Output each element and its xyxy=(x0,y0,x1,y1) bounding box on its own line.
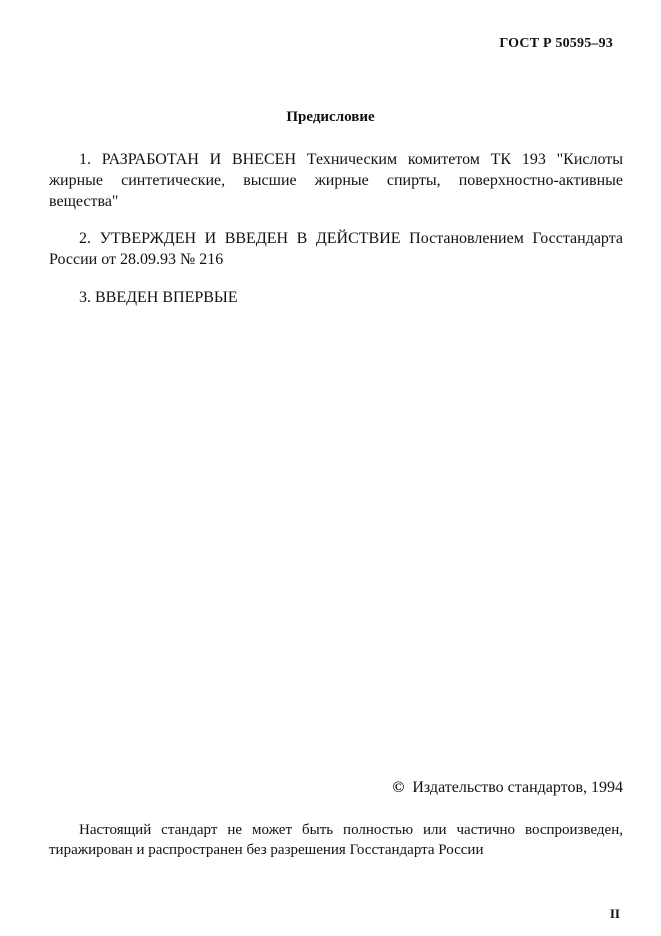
preface-item-2 xyxy=(49,228,623,270)
preface-item-2-lead: 2. УТВЕРЖДЕН И ВВЕДЕН В ДЕЙСТВИЕ xyxy=(79,230,401,247)
page-number: II xyxy=(609,906,620,921)
document-number: ГОСТ Р 50595–93 xyxy=(499,36,613,51)
preface-item-1-lead: 1. РАЗРАБОТАН И ВНЕСЕН xyxy=(79,151,297,168)
preface-item-3-lead: 3. ВВЕДЕН ВПЕРВЫЕ xyxy=(79,289,238,306)
preface-item-2-text: Постановлением Госстандарта России от 28.09.93 № 216 xyxy=(49,230,624,268)
copyright-line xyxy=(392,779,623,797)
preface-item-1 xyxy=(49,149,623,212)
preface-item-3 xyxy=(49,287,623,308)
copyright-text: Издательство стандартов, 1994 xyxy=(412,779,623,796)
preface-title: Предисловие xyxy=(286,109,375,125)
reproduction-notice: Настоящий стандарт не может быть полностью или частично воспроизведен, тиражирован и распространен без разрешения Госстандарта России xyxy=(49,822,623,858)
preface-item-1-text: Техническим комитетом ТК 193 "Кислоты жирные синтетические, высшие жирные спирты, поверхностно-активные вещества" xyxy=(49,151,624,210)
copyright-symbol: © xyxy=(392,779,405,796)
